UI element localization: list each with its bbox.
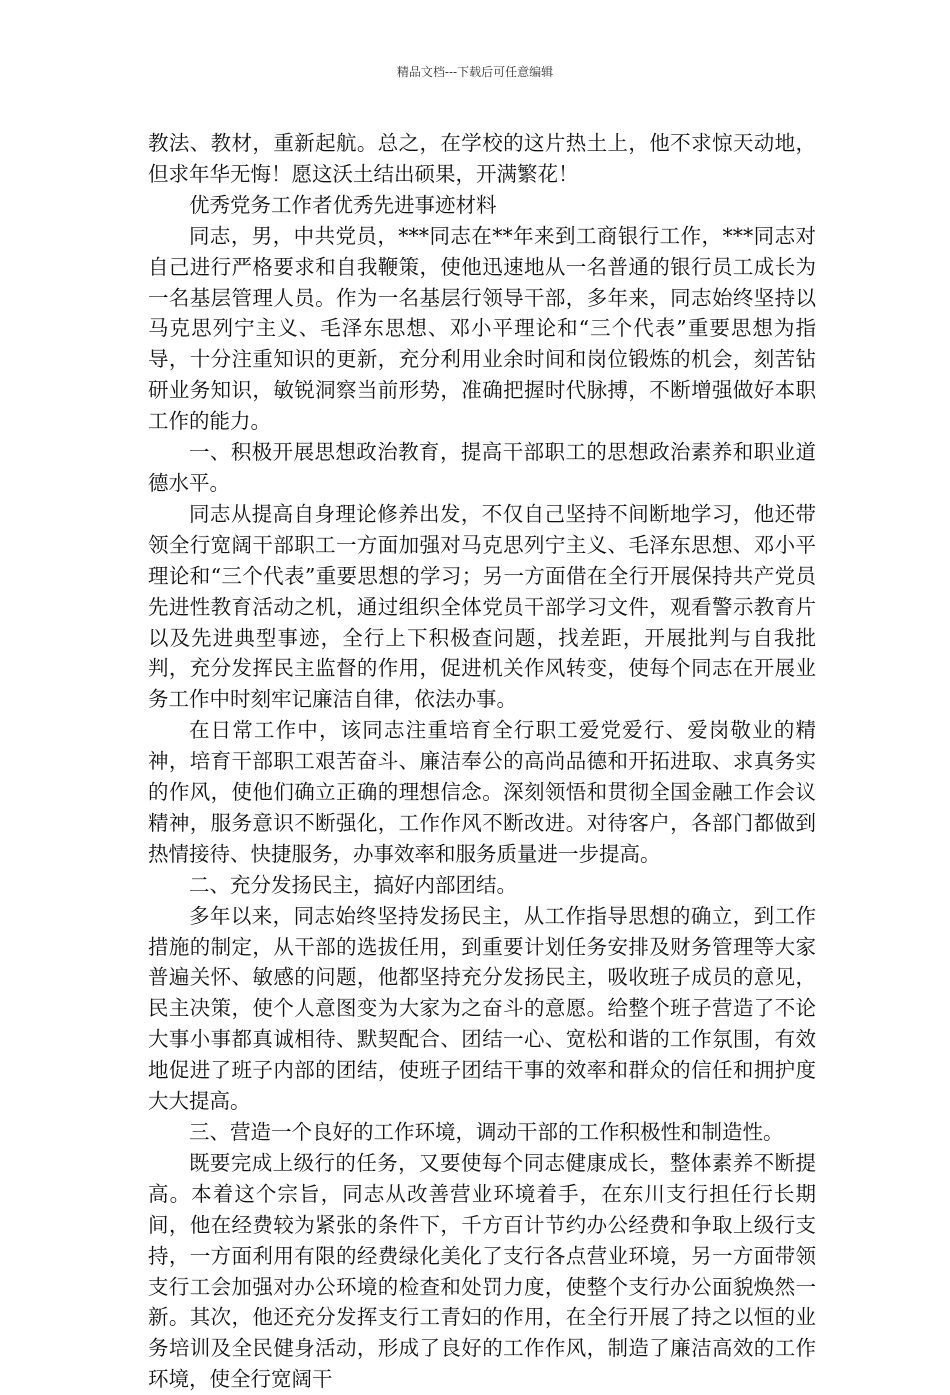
paragraph-continuation: 教法、教材，重新起航。总之，在学校的这片热土上，他不求惊天动地，但求年华无悔！愿这沃土结出硕果，开满繁花！ [148,131,816,186]
heading-one: 一、积极开展思想政治教育，提高干部职工的思想政治素养和职业道德水平。 [148,440,816,495]
heading-two: 二、充分发扬民主，搞好内部团结。 [189,872,517,897]
section-title: 优秀党务工作者优秀先进事迹材料 [189,192,497,217]
heading-three: 三、营造一个良好的工作环境，调动干部的工作积极性和制造性。 [189,1120,784,1144]
paragraph-environment: 既要完成上级行的任务，又要使每个同志健康成长，整体素养不断提高。本着这个宗旨，同志从改善营业环境着手，在东川支行担任行长期间，他在经费较为紧张的条件下，千方百计节约办公经费和争取上级行支持，一方面利用有限的经费绿化美化了支行各点营业环境，另一方面带领支行工会加强对办公环境的检查和处罚力度，使整个支行办公面貌焕然一新。其次，他还充分发挥支行工青妇的作用，在全行开展了持之以恒的业务培训及全民健身活动，形成了良好的工作作风，制造了廉洁高效的工作环境，使全行宽阔干 [148,1150,816,1392]
paragraph-daily-work: 在日常工作中，该同志注重培育全行职工爱党爱行、爱岗敬业的精神，培育干部职工艰苦奋斗、廉洁奉公的高尚品德和开拓进取、求真务实的作风，使他们确立正确的理想信念。深刻领悟和贯彻全国金融工作会议精神，服务意识不断强化，工作作风不断改进。对待客户，各部门都做到热情接待、快捷服务，办事效率和服务质量进一步提高。 [148,718,816,866]
paragraph-democracy: 多年以来，同志始终坚持发扬民主，从工作指导思想的确立，到工作措施的制定，从干部的选拔任用，到重要计划任务安排及财务管理等大家普遍关怀、敏感的问题，他都坚持充分发扬民主，吸收班子成员的意见，民主决策，使个人意图变为大家为之奋斗的意愿。给整个班子营造了不论大事小事都真诚相待、默契配合、团结一心、宽松和谐的工作氛围，有效地促进了班子内部的团结，使班子团结干事的效率和群众的信任和拥护度大大提高。 [148,903,816,1114]
document-body [148,128,816,1395]
page-header: 精品文档---下载后可任意编辑 [396,65,554,79]
paragraph-study: 同志从提高自身理论修养出发，不仅自己坚持不间断地学习，他还带领全行宽阔干部职工一方面加强对马克思列宁主义、毛泽东思想、邓小平理论和“三个代表”重要思想的学习；另一方面借在全行开展保持共产党员先进性教育活动之机，通过组织全体党员干部学习文件，观看警示教育片以及先进典型事迹，全行上下积极查问题，找差距，开展批判与自我批判，充分发挥民主监督的作用，促进机关作风转变，使每个同志在开展业务工作中时刻牢记廉洁自律，依法办事。 [148,501,816,712]
paragraph-intro: 同志，男，中共党员，***同志在**年来到工商银行工作，***同志对自己进行严格要求和自我鞭策，使他迅速地从一名普通的银行员工成长为一名基层管理人员。作为一名基层行领导干部，多年来，同志始终坚持以马克思列宁主义、毛泽东思想、邓小平理论和“三个代表”重要思想为指导，十分注重知识的更新，充分利用业余时间和岗位锻炼的机会，刻苦钻研业务知识，敏锐洞察当前形势，准确把握时代脉搏，不断增强做好本职工作的能力。 [148,223,816,434]
